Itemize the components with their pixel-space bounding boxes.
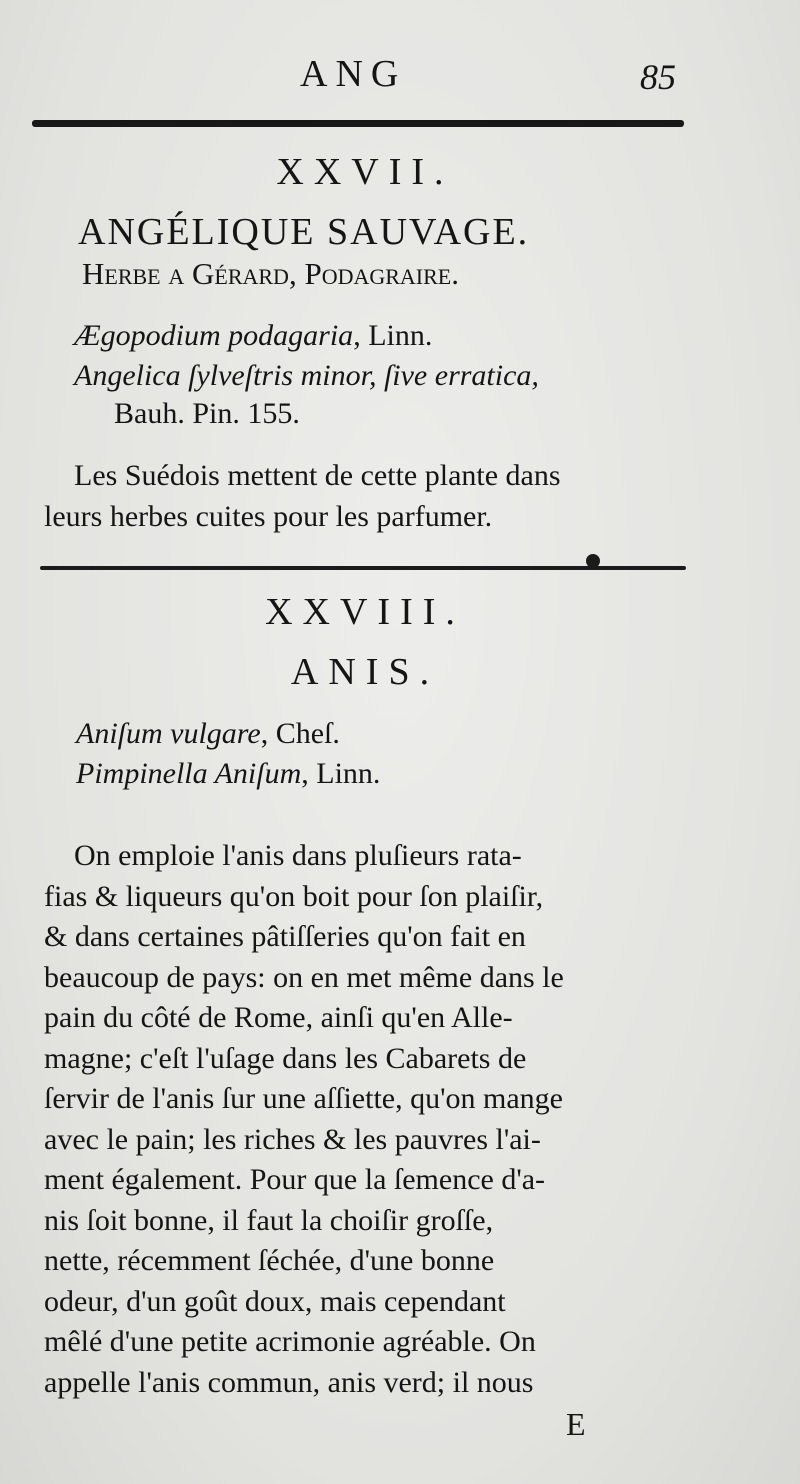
latin-name: Ægopodium podagaria [74, 319, 354, 352]
botanical-name-line [76, 716, 340, 752]
text-line: ment également. Pour que la ſemence d'a- [44, 1163, 546, 1196]
name-author: , Cheſ. [260, 717, 340, 750]
section-28-number: XXVIII. [265, 591, 465, 633]
text-line: Les Suédois mettent de cette plante dans [74, 459, 561, 492]
section-27-body [44, 456, 704, 537]
running-head: ANG [300, 53, 407, 95]
page-header [0, 52, 800, 102]
text-line: nis ſoit bonne, il faut la choiſir groſſe, [44, 1203, 494, 1237]
text-line: mêlé d'une petite acrimonie agréable. On [44, 1325, 536, 1358]
name-author: Bauh. Pin. 155. [114, 397, 300, 430]
text-line: magne; c'eſt l'uſage dans les Cabarets de [44, 1041, 527, 1075]
section-27-number: XXVII. [276, 151, 454, 193]
botanical-name-line [74, 358, 539, 394]
name-author: , Linn. [301, 757, 381, 790]
section-27-title: ANGÉLIQUE SAUVAGE. [78, 211, 530, 253]
text-line: nette, récemment ſéchée, d'une bonne [44, 1244, 495, 1277]
text-line: odeur, d'un goût doux, mais cependant [44, 1284, 506, 1318]
text-line: avec le pain; les riches & les pauvres l'ai- [44, 1122, 541, 1156]
botanical-name-line [76, 756, 380, 792]
section-28-title: ANIS. [290, 651, 440, 693]
text-line: fias & liqueurs qu'on boit pour ſon plaiſir, [44, 879, 544, 913]
text-line: appelle l'anis commun, anis verd; il nous [44, 1365, 534, 1399]
latin-name: Angelica ſylveſtris minor, ſive erratica, [74, 359, 539, 392]
text-line: ſervir de l'anis ſur une aſſiette, qu'on mange [44, 1082, 563, 1115]
text-line: leurs herbes cuites pour les parfumer. [44, 499, 493, 533]
text-line: pain du côté de Rome, ainſi qu'en Alle- [44, 1001, 513, 1034]
section-27-subtitle: Herbe a Gérard, Podagraire. [82, 256, 459, 291]
latin-name: Pimpinella Aniſum [76, 757, 302, 790]
botanical-name-line [74, 318, 432, 354]
text-line: On emploie l'anis dans pluſieurs rata- [74, 839, 522, 872]
ink-blot [586, 554, 600, 568]
latin-name: Aniſum vulgare [76, 717, 261, 750]
header-rule [32, 120, 684, 127]
section-28-body [44, 836, 704, 1403]
page-number: 85 [640, 57, 676, 97]
name-author: , Linn. [353, 319, 433, 352]
botanical-name-line [114, 396, 300, 432]
signature-mark: E [566, 1406, 586, 1442]
text-line: & dans certaines pâtiſſeries qu'on fait en [44, 920, 526, 953]
text-line: beaucoup de pays: on en met même dans le [44, 960, 564, 994]
